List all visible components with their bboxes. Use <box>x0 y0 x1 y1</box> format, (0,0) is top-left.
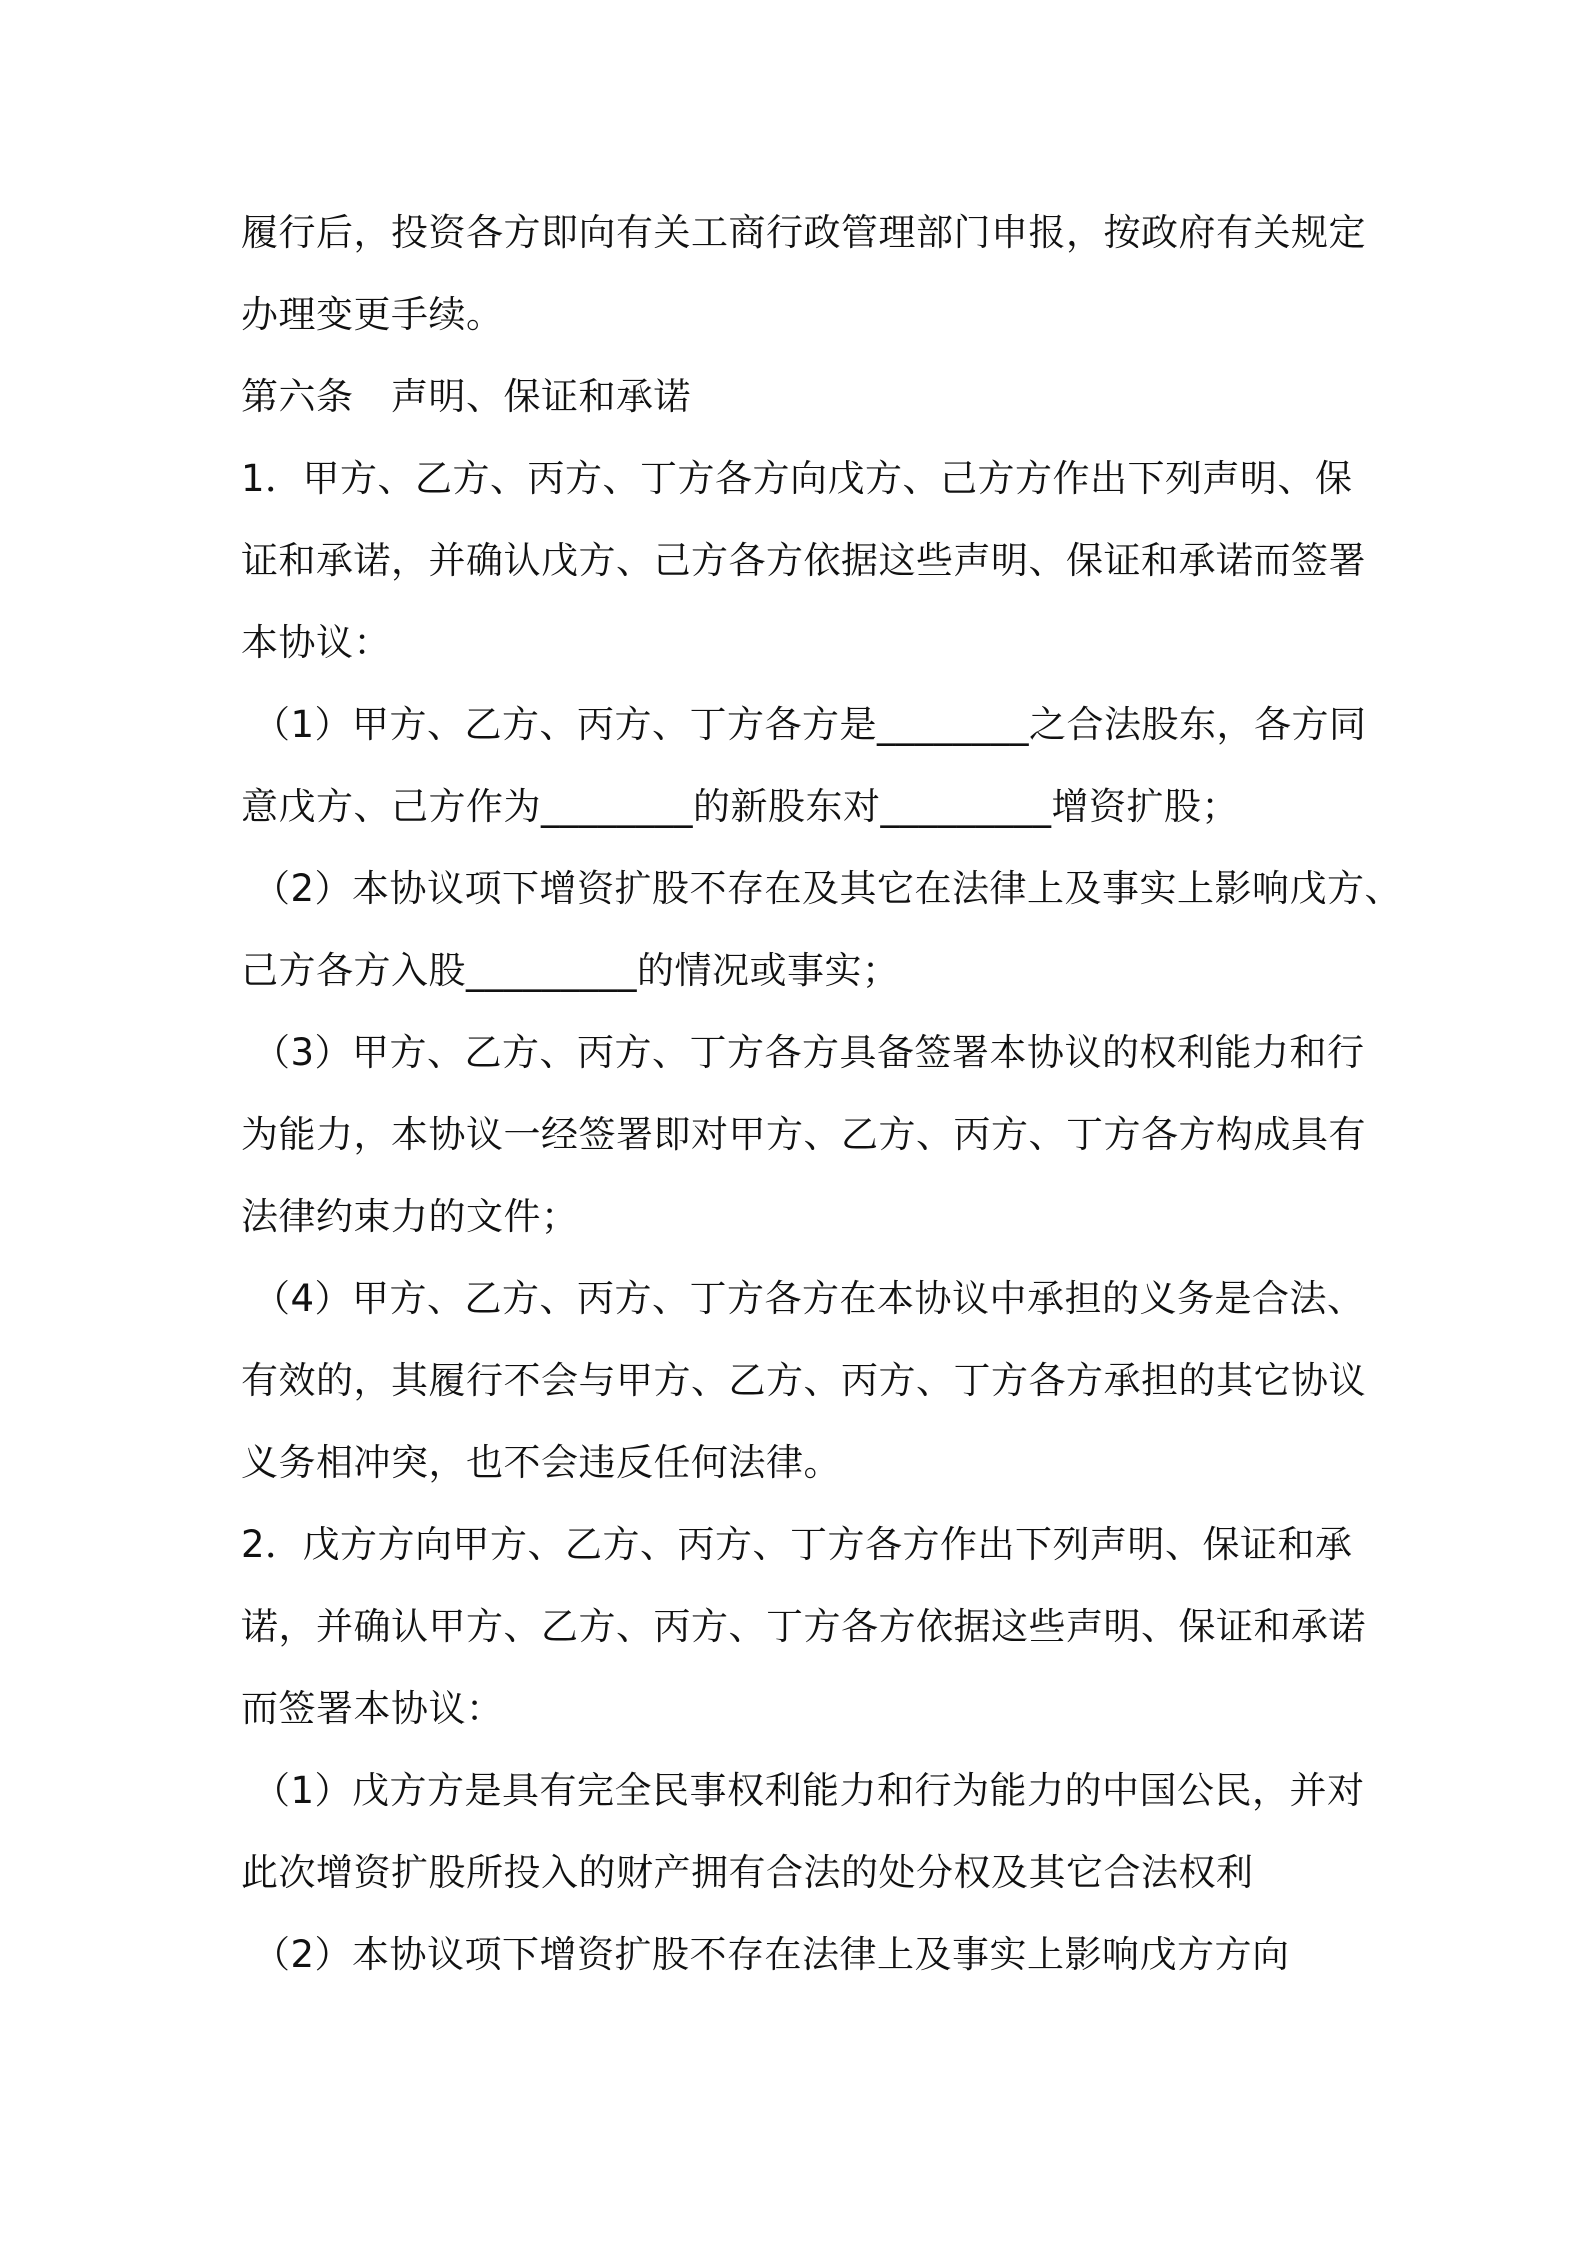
subclause-line: （2）本协议项下增资扩股不存在及其它在法律上及事实上影响戊方、 <box>253 867 1403 910</box>
subclause-line: （4）甲方、乙方、丙方、丁方各方在本协议中承担的义务是合法、 <box>253 1277 1365 1320</box>
text-line: 而签署本协议： <box>241 1687 504 1730</box>
subclause-line: （1）甲方、乙方、丙方、丁方各方是________之合法股东，各方同 <box>253 703 1367 746</box>
subclause-line: （2）本协议项下增资扩股不存在法律上及事实上影响戊方方向 <box>253 1933 1290 1976</box>
text-line: 为能力，本协议一经签署即对甲方、乙方、丙方、丁方各方构成具有 <box>241 1113 1366 1156</box>
text-line: 法律约束力的文件； <box>241 1195 579 1238</box>
text-line: 意戊方、己方作为________的新股东对_________增资扩股； <box>241 785 1239 828</box>
text-line: 己方各方入股_________的情况或事实； <box>241 949 900 992</box>
text-line: 办理变更手续。 <box>241 293 504 336</box>
text-line: 履行后，投资各方即向有关工商行政管理部门申报，按政府有关规定 <box>241 211 1366 254</box>
text-line: 证和承诺，并确认戊方、己方各方依据这些声明、保证和承诺而签署 <box>241 539 1366 582</box>
article-heading: 第六条 声明、保证和承诺 <box>241 375 691 418</box>
text-line: 此次增资扩股所投入的财产拥有合法的处分权及其它合法权利 <box>241 1851 1254 1894</box>
text-line: 诺，并确认甲方、乙方、丙方、丁方各方依据这些声明、保证和承诺 <box>241 1605 1366 1648</box>
clause-2-line: 2．戊方方向甲方、乙方、丙方、丁方各方作出下列声明、保证和承 <box>241 1523 1353 1566</box>
text-line: 本协议： <box>241 621 391 664</box>
subclause-line: （3）甲方、乙方、丙方、丁方各方具备签署本协议的权利能力和行 <box>253 1031 1365 1074</box>
subclause-line: （1）戊方方是具有完全民事权利能力和行为能力的中国公民，并对 <box>253 1769 1365 1812</box>
text-line: 有效的，其履行不会与甲方、乙方、丙方、丁方各方承担的其它协议 <box>241 1359 1366 1402</box>
text-line: 义务相冲突，也不会违反任何法律。 <box>241 1441 841 1484</box>
document-body <box>241 192 1403 1996</box>
clause-1-line: 1．甲方、乙方、丙方、丁方各方向戊方、己方方作出下列声明、保 <box>241 457 1353 500</box>
